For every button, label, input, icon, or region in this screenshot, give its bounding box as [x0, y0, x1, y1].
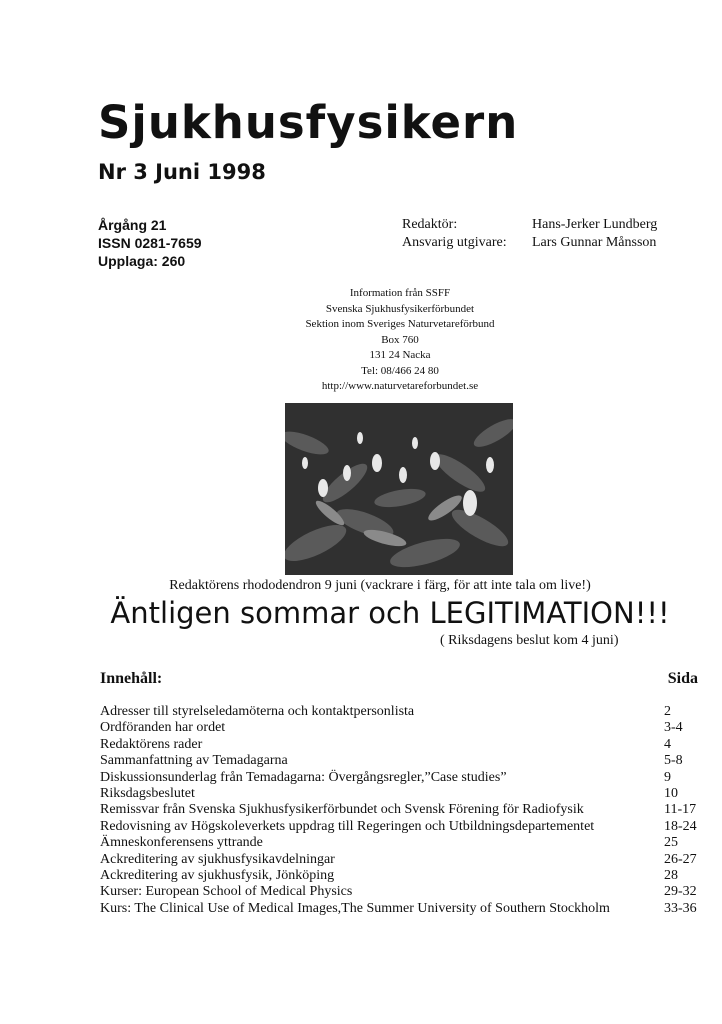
toc-item-page: 4	[664, 736, 671, 752]
toc-item-page: 25	[664, 835, 678, 851]
publisher-row	[402, 234, 657, 252]
toc-item-title: Ämneskonferensens yttrande	[100, 835, 263, 851]
toc-item-page: 2	[664, 704, 671, 719]
rhododendron-photo-graphic	[285, 403, 513, 575]
toc-item-title: Riksdagsbeslutet	[100, 786, 195, 802]
toc-item	[100, 835, 700, 851]
toc-header	[100, 670, 698, 688]
editor-role: Redaktör:	[402, 217, 458, 232]
toc-item-title: Kurs: The Clinical Use of Medical Images,The Summer University of Southern Stockholm	[100, 900, 610, 916]
toc-heading: Innehåll:	[100, 670, 163, 687]
toc-item-page: 3-4	[664, 720, 683, 736]
toc-item	[100, 802, 700, 818]
toc-item-title: Redaktörens rader	[100, 736, 203, 752]
toc-item	[100, 884, 700, 900]
info-line: Tel: 08/466 24 80	[361, 364, 439, 377]
toc-item-title: Kurser: European School of Medical Physics	[100, 884, 353, 900]
publisher-name: Lars Gunnar Månsson	[532, 235, 657, 250]
issue-number: Nr 3 Juni 1998	[98, 160, 266, 184]
issn: ISSN 0281-7659	[98, 235, 202, 251]
table-of-contents	[100, 704, 700, 917]
info-line: Information från SSFF	[349, 287, 451, 299]
toc-item-title: Sammanfattning av Temadagarna	[100, 753, 288, 769]
editor-name: Hans-Jerker Lundberg	[532, 217, 658, 232]
volume: Årgång 21	[98, 217, 167, 233]
toc-item-title: Ordföranden har ordet	[100, 720, 226, 736]
association-info	[210, 286, 590, 395]
circulation: Upplaga: 260	[98, 253, 186, 269]
toc-item	[100, 901, 700, 917]
toc-item-title: Diskussionsunderlag från Temadagarna: Övergångsregler,”Case studies”	[100, 769, 507, 785]
toc-item-title: Redovisning av Högskoleverkets uppdrag till Regeringen och Utbildningsdepartementet	[100, 818, 595, 834]
publication-meta	[98, 216, 202, 270]
toc-item-page: 5-8	[664, 753, 683, 769]
publisher-role: Ansvarig utgivare:	[402, 235, 507, 250]
toc-item	[100, 868, 700, 884]
info-line: Box 760	[381, 333, 419, 346]
toc-item-title: Ackreditering av sjukhusfysikavdelningar	[100, 851, 335, 867]
toc-item-title: Ackreditering av sjukhusfysik, Jönköping	[100, 868, 335, 884]
toc-item-page: 18-24	[664, 818, 697, 834]
photo-caption: Redaktörens rhododendron 9 juni (vackrare i färg, för att inte tala om live!)	[169, 578, 591, 593]
toc-item-page: 33-36	[664, 900, 697, 916]
info-line: 131 24 Nacka	[369, 349, 431, 361]
toc-item-title: Adresser till styrelseledamöterna och kontaktpersonlista	[100, 704, 415, 719]
toc-item	[100, 819, 700, 835]
toc-item-page: 29-32	[664, 884, 697, 900]
toc-page-heading: Sida	[667, 670, 698, 687]
website-link[interactable]: http://www.naturvetareforbundet.se	[321, 380, 479, 392]
toc-item	[100, 753, 700, 769]
editor-block	[402, 216, 657, 252]
info-line: Sektion inom Sveriges Naturvetareförbund	[305, 318, 495, 330]
editor-row	[402, 216, 657, 234]
headline: Äntligen sommar och LEGITIMATION!!!	[110, 596, 670, 630]
toc-item	[100, 737, 700, 753]
toc-item-page: 11-17	[664, 802, 697, 818]
toc-item-title: Remissvar från Svenska Sjukhusfysikerförbundet och Svensk Förening för Radiofysik	[100, 802, 584, 818]
toc-item	[100, 786, 700, 802]
decision-note: ( Riksdagens beslut kom 4 juni)	[440, 633, 619, 648]
toc-item	[100, 770, 700, 786]
rhododendron-photo	[285, 403, 513, 575]
toc-item-page: 26-27	[664, 851, 697, 867]
toc-item	[100, 704, 700, 720]
toc-item-page: 10	[664, 786, 678, 802]
toc-item	[100, 720, 700, 736]
info-line: Svenska Sjukhusfysikerförbundet	[325, 302, 475, 315]
toc-item	[100, 852, 700, 868]
magazine-title: Sjukhusfysikern	[98, 96, 519, 149]
toc-item-page: 9	[664, 769, 671, 785]
toc-item-page: 28	[664, 868, 678, 884]
